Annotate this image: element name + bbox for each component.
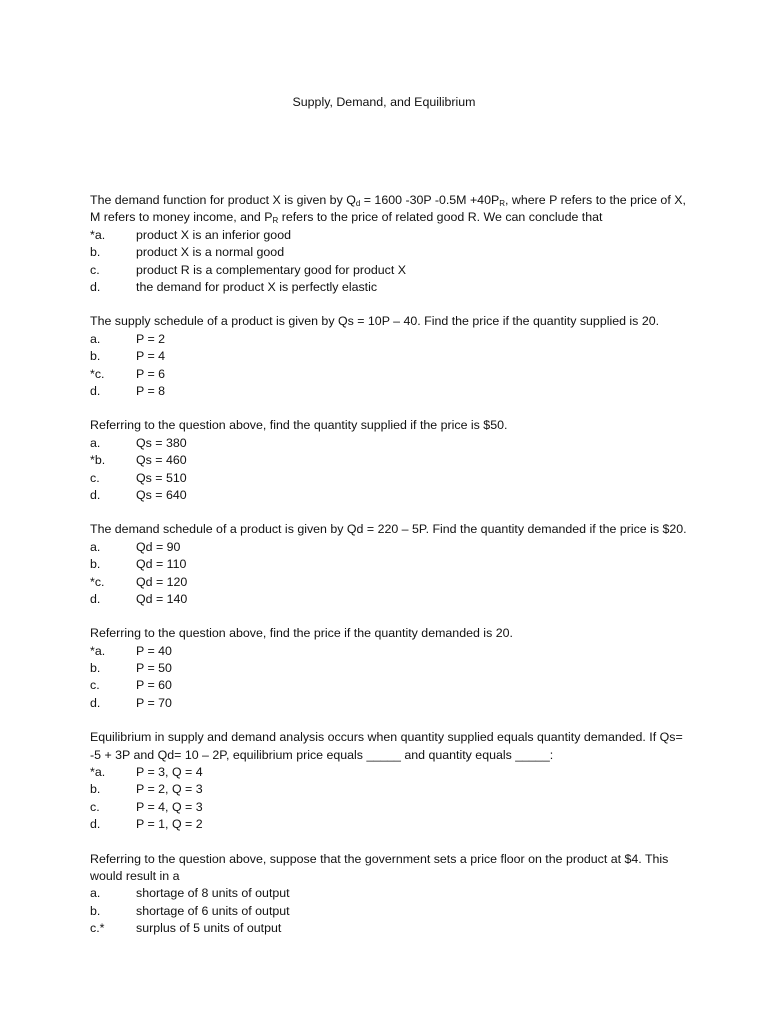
option-letter: a.: [90, 539, 101, 554]
option-letter: a.: [90, 435, 101, 450]
option-text: P = 1, Q = 2: [136, 817, 203, 832]
question-1: [90, 192, 690, 296]
option-b: [90, 660, 690, 677]
option-letter: *a.: [90, 227, 106, 242]
option-letter: d.: [90, 487, 101, 502]
question-4: [90, 521, 690, 608]
option-text: the demand for product X is perfectly elastic: [136, 279, 378, 294]
page-title: Supply, Demand, and Equilibrium: [292, 95, 476, 109]
option-a: [90, 227, 690, 244]
option-c: [90, 262, 690, 279]
option-text: Qd = 140: [136, 591, 188, 606]
option-b: [90, 348, 690, 365]
option-d: [90, 279, 690, 296]
question-5: [90, 625, 690, 712]
option-c: [90, 366, 690, 383]
option-text: product X is an inferior good: [136, 227, 291, 242]
option-c: [90, 677, 690, 694]
option-c: [90, 799, 690, 816]
question-stem: Referring to the question above, suppose that the government sets a price floor on the product at $4. This would result in a: [90, 851, 669, 884]
option-letter: c.*: [90, 921, 105, 936]
option-letter: c.: [90, 678, 100, 693]
option-letter: c.: [90, 262, 100, 277]
question-stem: The demand schedule of a product is given by Qd = 220 – 5P. Find the quantity demanded if the price is $20.: [90, 522, 687, 537]
question-7: [90, 851, 690, 938]
question-3: [90, 417, 690, 504]
option-text: surplus of 5 units of output: [136, 921, 282, 936]
option-b: [90, 244, 690, 261]
option-letter: b.: [90, 903, 101, 918]
option-text: shortage of 6 units of output: [136, 903, 290, 918]
option-text: Qd = 120: [136, 574, 188, 589]
option-text: P = 3, Q = 4: [136, 765, 203, 780]
option-a: [90, 435, 690, 452]
option-text: P = 8: [136, 383, 166, 398]
option-letter: b.: [90, 349, 101, 364]
option-letter: d.: [90, 591, 101, 606]
option-b: [90, 903, 690, 920]
option-letter: c.: [90, 799, 100, 814]
option-c: [90, 574, 690, 591]
option-text: Qd = 90: [136, 539, 181, 554]
option-letter: a.: [90, 331, 101, 346]
option-text: P = 60: [136, 678, 172, 693]
option-letter: d.: [90, 279, 101, 294]
option-letter: d.: [90, 817, 101, 832]
option-text: P = 2: [136, 331, 166, 346]
option-text: Qs = 380: [136, 435, 187, 450]
option-text: product X is a normal good: [136, 245, 285, 260]
option-text: Qs = 510: [136, 470, 187, 485]
option-letter: *b.: [90, 453, 106, 468]
option-text: P = 50: [136, 661, 172, 676]
option-b: [90, 556, 690, 573]
question-list: [90, 192, 690, 955]
question-6: [90, 729, 690, 833]
option-a: [90, 764, 690, 781]
question-stem: Referring to the question above, find the quantity supplied if the price is $50.: [90, 418, 508, 433]
option-text: P = 2, Q = 3: [136, 782, 203, 797]
option-d: [90, 695, 690, 712]
option-letter: c.: [90, 470, 100, 485]
option-b: [90, 452, 690, 469]
option-text: P = 4, Q = 3: [136, 799, 203, 814]
option-text: P = 70: [136, 695, 172, 710]
option-letter: *a.: [90, 765, 106, 780]
option-letter: *c.: [90, 574, 105, 589]
question-2: [90, 313, 690, 400]
option-text: P = 6: [136, 366, 166, 381]
option-letter: b.: [90, 245, 101, 260]
question-stem: The demand function for product X is given by $Q_d = 1600$ -30P $-0.5M +40P_R$, where P refers to the price of X, M refers to money income, and $P_R$ refers to the price of related good R. We can conclude that: [90, 193, 686, 226]
question-stem: Referring to the question above, find the price if the quantity demanded is 20.: [90, 626, 513, 641]
option-letter: a.: [90, 886, 101, 901]
option-text: product R is a complementary good for product X: [136, 262, 406, 277]
option-a: [90, 885, 690, 902]
question-stem: The supply schedule of a product is given by Qs = 10P – 40. Find the price if the quantity supplied is 20.: [90, 314, 660, 329]
option-text: Qs = 460: [136, 453, 187, 468]
option-letter: *a.: [90, 643, 106, 658]
option-a: [90, 643, 690, 660]
option-d: [90, 816, 690, 833]
question-stem: Equilibrium in supply and demand analysis occurs when quantity supplied equals quantity demanded. If Qs= -5 + 3P and Qd= 10 – 2P, equilibrium price equals _____ and quantity equals _____:: [90, 730, 683, 762]
option-letter: d.: [90, 383, 101, 398]
option-text: shortage of 8 units of output: [136, 886, 290, 901]
option-d: [90, 591, 690, 608]
option-letter: b.: [90, 557, 101, 572]
option-letter: b.: [90, 661, 101, 676]
option-letter: d.: [90, 695, 101, 710]
option-d: [90, 487, 690, 504]
option-text: P = 40: [136, 643, 172, 658]
option-text: Qs = 640: [136, 487, 187, 502]
option-letter: *c.: [90, 366, 105, 381]
option-a: [90, 539, 690, 556]
option-c: [90, 920, 690, 937]
option-b: [90, 781, 690, 798]
option-text: P = 4: [136, 349, 166, 364]
option-d: [90, 383, 690, 400]
option-c: [90, 470, 690, 487]
option-text: Qd = 110: [136, 557, 187, 572]
option-letter: b.: [90, 782, 101, 797]
option-a: [90, 331, 690, 348]
